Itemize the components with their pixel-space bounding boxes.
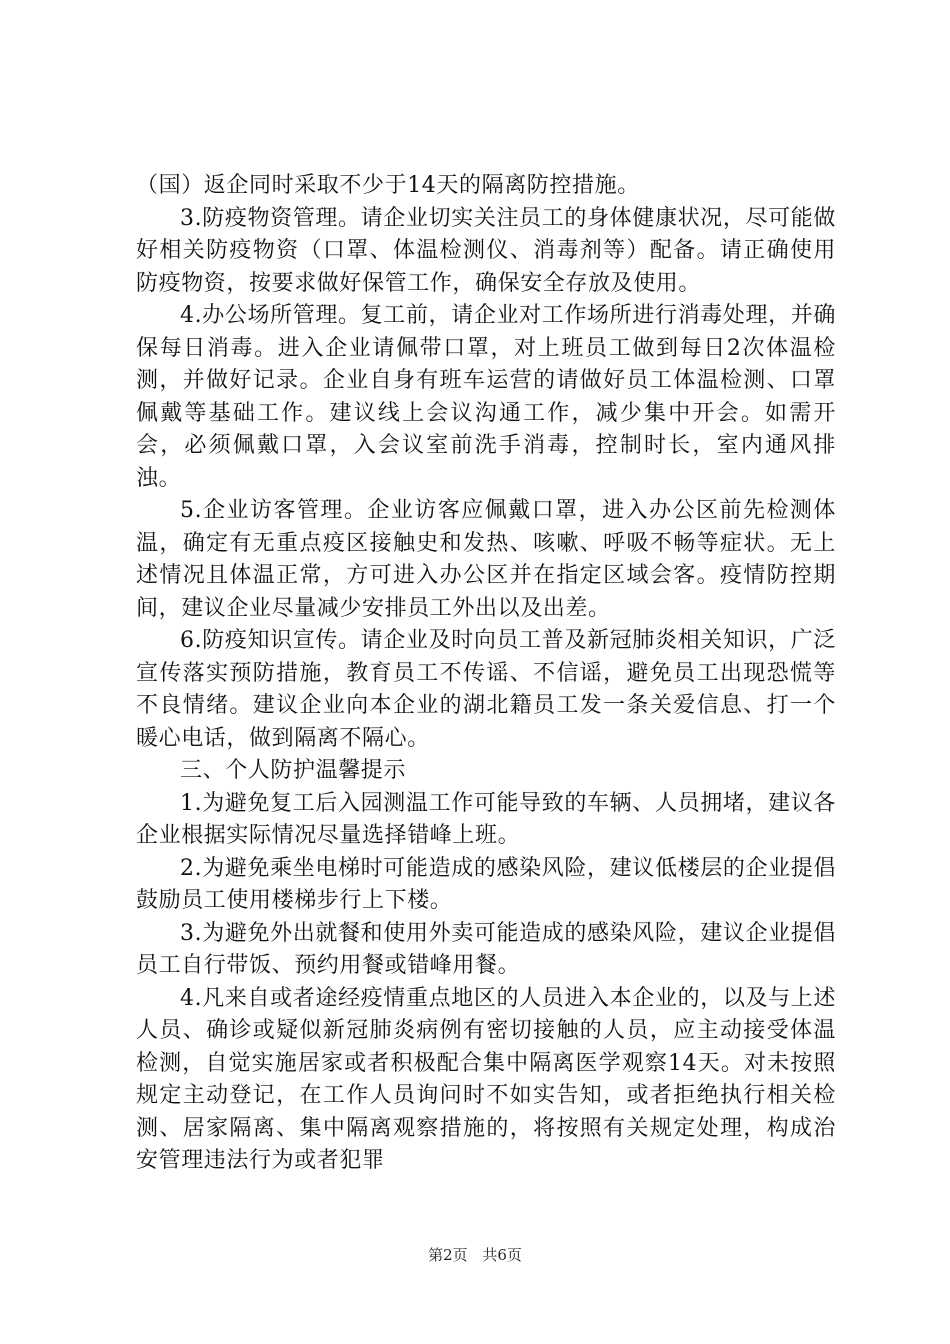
paragraph-tip-3: 3.为避免外出就餐和使用外卖可能造成的感染风险，建议企业提倡员工自行带饭、预约用餐或错峰用餐。 [136, 920, 836, 978]
paragraph-continuation: （国）返企同时采取不少于14天的隔离防控措施。 [136, 173, 640, 198]
paragraph-tip-4: 4.凡来自或者途经疫情重点地区的人员进入本企业的，以及与上述人员、确诊或疑似新冠肺炎病例有密切接触的人员，应主动接受体温检测，自觉实施居家或者积极配合集中隔离医学观察14天。对未按照规定主动登记，在工作人员询问时不如实告知，或者拒绝执行相关检测、居家隔离、集中隔离观察措施的，将按照有关规定处理，构成治安管理违法行为或者犯罪 [136, 985, 836, 1173]
paragraph-supplies-management: 3.防疫物资管理。请企业切实关注员工的身体健康状况，尽可能做好相关防疫物资（口罩、体温检测仪、消毒剂等）配备。请正确使用防疫物资，按要求做好保管工作，确保安全存放及使用。 [136, 205, 836, 296]
page-footer [0, 1244, 950, 1265]
page-total: 共6页 [482, 1246, 522, 1264]
paragraph-knowledge-promotion: 6.防疫知识宣传。请企业及时向员工普及新冠肺炎相关知识，广泛宣传落实预防措施，教育员工不传谣、不信谣，避免员工出现恐慌等不良情绪。建议企业向本企业的湖北籍员工发一条关爱信息、打一个暖心电话，做到隔离不隔心。 [136, 628, 836, 751]
paragraph-office-management: 4.办公场所管理。复工前，请企业对工作场所进行消毒处理，并确保每日消毒。进入企业请佩带口罩，对上班员工做到每日2次体温检测，并做好记录。企业自身有班车运营的请做好员工体温检测、口罩佩戴等基础工作。建议线上会议沟通工作，减少集中开会。如需开会，必须佩戴口罩，入会议室前洗手消毒，控制时长，室内通风排浊。 [136, 303, 836, 491]
page-number: 第2页 [428, 1246, 468, 1264]
paragraph-tip-1: 1.为避免复工后入园测温工作可能导致的车辆、人员拥堵，建议各企业根据实际情况尽量选择错峰上班。 [136, 790, 836, 848]
paragraph-tip-2: 2.为避免乘坐电梯时可能造成的感染风险，建议低楼层的企业提倡鼓励员工使用楼梯步行上下楼。 [136, 855, 836, 913]
document-body [136, 170, 836, 1178]
paragraph-visitor-management: 5.企业访客管理。企业访客应佩戴口罩，进入办公区前先检测体温，确定有无重点疫区接触史和发热、咳嗽、呼吸不畅等症状。无上述情况且体温正常，方可进入办公区并在指定区域会客。疫情防控期间，建议企业尽量减少安排员工外出以及出差。 [136, 498, 836, 621]
section-heading-personal-protection: 三、个人防护温馨提示 [180, 758, 407, 783]
